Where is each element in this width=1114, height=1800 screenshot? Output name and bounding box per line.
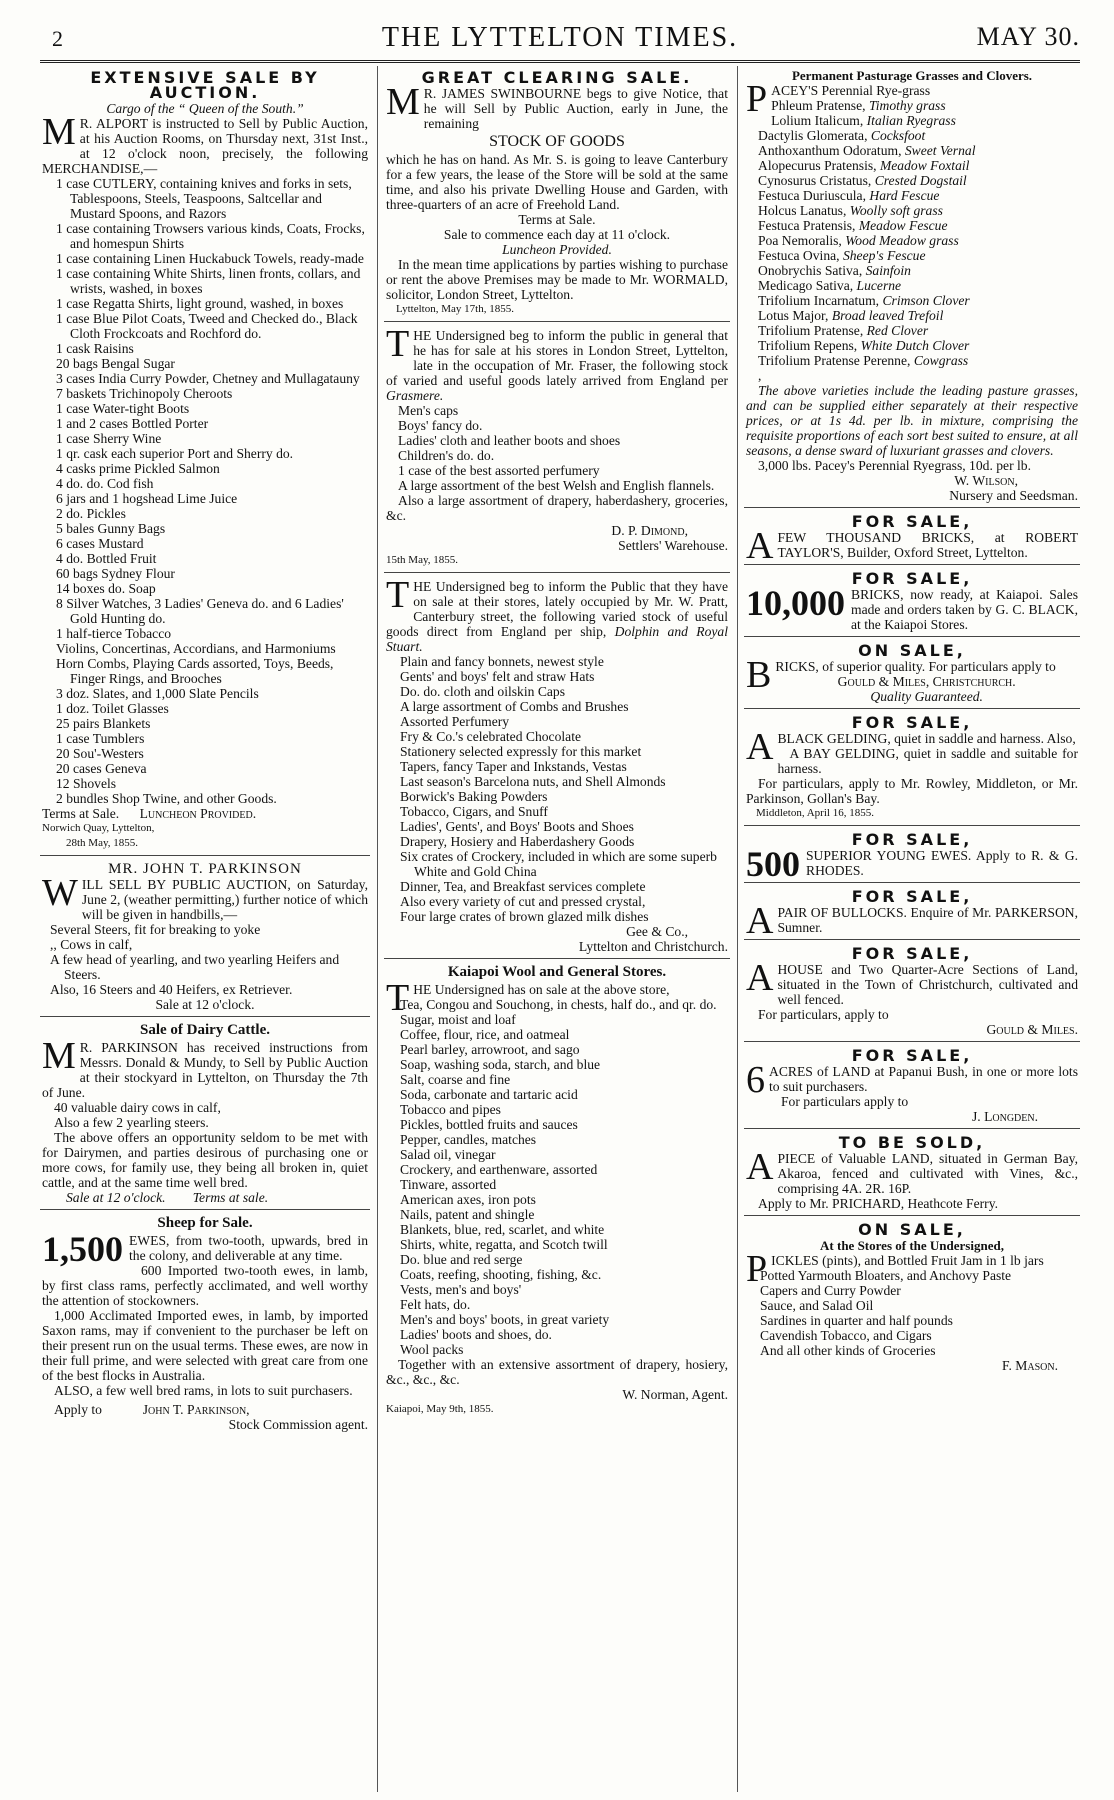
list-item: Assorted Perfumery <box>400 714 510 729</box>
ad-body: M R. JAMES SWINBOURNE begs to give Notice, that he will Sell by Public Auction, early in June, the remaining <box>386 81 728 131</box>
drop-number: 1,500 <box>42 1229 123 1269</box>
list-item: 1 half-tierce Tobacco <box>56 626 172 641</box>
list-item: 60 bags Sydney Flour <box>56 566 175 581</box>
ad-house <box>744 946 1080 1042</box>
grass-item: Festuca Ovina, Sheep's Fescue <box>758 248 926 263</box>
ad-parkinson-auction <box>40 862 370 1017</box>
column-divider <box>737 66 738 1792</box>
list-item: 1 case containing Trowsers various kinds, Coats, Frocks, and homespun Shirts <box>56 221 365 251</box>
column-2 <box>384 68 730 1790</box>
list-item: Coats, reefing, shooting, fishing, &c. <box>400 1267 602 1282</box>
ad-heading: GREAT CLEARING SALE. <box>421 68 693 87</box>
list-item: 6 jars and 1 hogshead Lime Juice <box>56 491 238 506</box>
list-item: Sugar, moist and loaf <box>400 1012 516 1027</box>
list-item: Ladies', Gents', and Boys' Boots and Shoes <box>400 819 634 834</box>
ad-bullocks <box>744 889 1080 940</box>
list-item: 12 Shovels <box>56 776 117 791</box>
ad-paragraph: The above offers an opportunity seldom to be met with for Dairymen, and parties desirous of purchasing one or more cows, for family use, they being all broken in, quiet cattle, and at the same time well bred. <box>42 1130 368 1190</box>
ad-extensive-sale <box>40 70 370 856</box>
drop-cap: T <box>386 977 410 1019</box>
drop-cap: P <box>746 78 768 120</box>
drop-number: 500 <box>746 844 800 884</box>
grass-item: Medicago Sativa, Lucerne <box>758 278 902 293</box>
ad-heading: ON SALE, <box>858 641 966 660</box>
list-item: 1 qr. cask each superior Port and Sherry do. <box>56 446 294 461</box>
list-item: Plain and fancy bonnets, newest style <box>400 654 604 669</box>
sale-time: Sale at 12 o'clock. <box>155 997 255 1012</box>
ad-heading: FOR SALE, <box>851 830 973 849</box>
ad-subheading: Cargo of the “ Queen of the South.” <box>106 101 304 116</box>
ad-heading: ON SALE, <box>858 1220 966 1239</box>
ad-paragraph: For particulars apply to <box>781 1094 909 1109</box>
ad-body: 500 SUPERIOR YOUNG EWES. Apply to R. & G. RHODES. <box>746 844 1078 884</box>
signer: W. Wilson, <box>954 473 1018 488</box>
list-item: Salt, coarse and fine <box>400 1072 511 1087</box>
signer: J. Longden. <box>971 1109 1038 1124</box>
ad-body: 1,500 EWES, from two-tooth, upwards, bred in the colony, and deliverable at any time. <box>42 1229 368 1269</box>
ad-heading: EXTENSIVE SALE BY AUCTION. <box>90 68 320 102</box>
ad-date: Kaiapoi, May 9th, 1855. <box>386 1403 494 1415</box>
ad-body: 6 ACRES of LAND at Papanui Bush, in one or more lots to suit purchasers. <box>746 1059 1078 1101</box>
ad-body: A PAIR OF BULLOCKS. Enquire of Mr. PARKERSON, Sumner. <box>746 900 1078 942</box>
ad-heading: TO BE SOLD, <box>838 1133 986 1152</box>
list-item: Sauce, and Salad Oil <box>760 1298 874 1313</box>
grass-item: Poa Nemoralis, Wood Meadow grass <box>758 233 959 248</box>
ad-paragraph: In the mean time applications by parties wishing to purchase or rent the above Premises may be made to Mr. WORMALD, solicitor, London Street, Lyttelton. <box>386 257 728 302</box>
column-3 <box>744 68 1080 1790</box>
drop-cap: W <box>42 872 78 914</box>
ad-german-bay <box>744 1135 1080 1216</box>
list-item: Last season's Barcelona nuts, and Shell Almonds <box>400 774 666 789</box>
list-item: Borwick's Baking Powders <box>400 789 548 804</box>
grass-item: Onobrychis Sativa, Sainfoin <box>758 263 911 278</box>
drop-cap: T <box>386 323 410 365</box>
ad-heading: Sheep for Sale. <box>157 1215 253 1231</box>
list-item: Tapers, fancy Taper and Inkstands, Vestas <box>400 759 627 774</box>
signer: W. Norman, Agent. <box>622 1387 728 1402</box>
ad-body: A PIECE of Valuable LAND, situated in German Bay, Akaroa, fenced and cultivated with Vines, &c., comprising 4A. 2R. 16P. <box>746 1146 1078 1196</box>
list-item: 1 case Tumblers <box>56 731 145 746</box>
ad-paragraph: 600 Imported two-tooth ewes, in lamb, by first class rams, perfectly acclimated, and well worthy the attention of stockowners. <box>42 1263 368 1308</box>
ad-dairy-cattle <box>40 1023 370 1210</box>
list-item: 20 cases Geneva <box>56 761 147 776</box>
list-item: Also a few 2 yearling steers. <box>54 1115 209 1130</box>
list-item: 7 baskets Trichinopoly Cheroots <box>56 386 233 401</box>
list-item: 4 do. do. Cod fish <box>56 476 154 491</box>
grass-item: Trifolium Repens, White Dutch Clover <box>758 338 970 353</box>
list-item: 1 and 2 cases Bottled Porter <box>56 416 209 431</box>
ad-heading: Kaiapoi Wool and General Stores. <box>447 964 667 980</box>
ad-sheep-sale <box>40 1216 370 1436</box>
ad-grasses <box>744 68 1080 508</box>
list-item: Potted Yarmouth Bloaters, and Anchovy Paste <box>760 1268 1012 1283</box>
list-item: Tobacco and pipes <box>400 1102 501 1117</box>
list-item: Cavendish Tobacco, and Cigars <box>760 1328 932 1343</box>
list-item: 1 cask Raisins <box>56 341 134 356</box>
ad-body: PACEY'S Perennial Rye-grass <box>746 78 931 120</box>
terms: Terms at Sale. <box>518 212 596 227</box>
merchandise-list <box>42 176 368 806</box>
ad-great-clearing-sale <box>384 70 730 322</box>
list-item: A few head of yearling, and two yearling Heifers and Steers. <box>50 952 340 982</box>
grass-item: Festuca Pratensis, Meadow Fescue <box>758 218 948 233</box>
list-item: Vests, men's and boys' <box>400 1282 522 1297</box>
list-item: Horn Combs, Playing Cards assorted, Toys, Beeds, Finger Rings, and Brooches <box>56 656 334 686</box>
ad-body: A FEW THOUSAND BRICKS, at ROBERT TAYLOR'S, Builder, Oxford Street, Lyttelton. <box>746 525 1078 567</box>
luncheon: Luncheon Provided. <box>502 242 612 257</box>
ad-paragraph: A large assortment of the best Welsh and English flannels. <box>398 478 715 493</box>
grass-item: Dactylis Glomerata, Cocksfoot <box>758 128 926 143</box>
list-item: 14 boxes do. Soap <box>56 581 156 596</box>
list-item: Salad oil, vinegar <box>400 1147 496 1162</box>
ad-body: M R. ALPORT is instructed to Sell by Public Auction, at his Auction Rooms, on Thursday next, 31st Inst., at 12 o'clock noon, precisely, the following MERCHANDISE,— <box>42 111 368 176</box>
ad-young-ewes <box>744 832 1080 883</box>
ad-black-gelding <box>744 715 1080 826</box>
list-item: 1 doz. Toilet Glasses <box>56 701 169 716</box>
list-item: 20 bags Bengal Sugar <box>56 356 175 371</box>
list-item: 4 casks prime Pickled Salmon <box>56 461 220 476</box>
signer-title: Settlers' Warehouse. <box>618 538 728 553</box>
ad-body: BRICKS, of superior quality. For particulars apply to <box>746 654 1056 696</box>
grass-item: Lolium Italicum, Italian Ryegrass <box>771 113 956 128</box>
ad-subheading: STOCK OF GOODS <box>489 133 625 150</box>
grass-item: Trifolium Pratense Perenne, Cowgrass <box>758 353 969 368</box>
grass-item: Lotus Major, Broad leaved Trefoil <box>758 308 944 323</box>
list-item: Also every variety of cut and pressed crystal, <box>400 894 646 909</box>
list-item: 1 case of the best assorted perfumery <box>398 463 600 478</box>
list-item: A large assortment of Combs and Brushes <box>400 699 629 714</box>
ad-paragraph: which he has on hand. As Mr. S. is going to leave Canterbury for a few years, the lease of the Store will be sold at the same time, and also his private Dwelling House and Garden, with three-quarters of an acre of Freehold Land. <box>386 152 728 212</box>
list-item: 1 case Regatta Shirts, light ground, washed, in boxes <box>56 296 344 311</box>
list-item: Violins, Concertinas, Accordians, and Harmoniums <box>56 641 336 656</box>
ad-subheading: At the Stores of the Undersigned, <box>820 1238 1004 1253</box>
list-item: American axes, iron pots <box>400 1192 536 1207</box>
list-item: Capers and Curry Powder <box>760 1283 901 1298</box>
commence: Sale to commence each day at 11 o'clock. <box>443 227 671 242</box>
list-item: 1 case containing White Shirts, linen fronts, collars, and wrists, washed, in boxes <box>56 266 361 296</box>
drop-cap: A <box>746 900 774 942</box>
ad-dateline: Norwich Quay, Lyttelton, <box>42 822 155 834</box>
drop-cap: A <box>746 726 774 768</box>
ad-date: Middleton, April 16, 1855. <box>756 807 874 819</box>
list-item: Soap, washing soda, starch, and blue <box>400 1057 601 1072</box>
list-item: Men's and boys' boots, in great variety <box>400 1312 610 1327</box>
list-item: Stationery selected expressly for this market <box>400 744 642 759</box>
issue-date: MAY 30. <box>976 22 1080 51</box>
ad-paragraph: A BAY GELDING, quiet in saddle and suitable for harness. <box>777 746 1078 776</box>
grass-item: Trifolium Incarnatum, Crimson Clover <box>758 293 970 308</box>
ad-body: M R. PARKINSON has received instructions from Messrs. Donald & Mundy, to Sell by Public Auction at their stockyard in Lyttelton, on Thursday the 7th of June. <box>42 1035 368 1100</box>
ad-body: PICKLES (pints), and Bottled Fruit Jam in 1 lb jars <box>746 1248 1044 1290</box>
list-item: 2 bundles Shop Twine, and other Goods. <box>56 791 277 806</box>
ad-date: Lyttelton, May 17th, 1855. <box>396 303 514 315</box>
grass-item: Anthoxanthum Odoratum, Sweet Vernal <box>758 143 976 158</box>
ad-heading: Sale of Dairy Cattle. <box>140 1022 270 1038</box>
ad-heading: MR. JOHN T. PARKINSON <box>108 861 302 877</box>
signature-line: Apply to John T. Parkinson, <box>54 1402 250 1417</box>
signer: D. P. Dimond, <box>611 523 688 538</box>
ad-date: 15th May, 1855. <box>386 554 459 566</box>
list-item: Men's caps <box>398 403 459 418</box>
grass-item: Trifolium Pratense, Red Clover <box>758 323 929 338</box>
list-item: Four large crates of brown glazed milk dishes <box>400 909 649 924</box>
list-item: Blankets, blue, red, scarlet, and white <box>400 1222 605 1237</box>
grass-item: Cynosurus Cristatus, Crested Dogstail <box>758 173 967 188</box>
list-item: Tinware, assorted <box>400 1177 497 1192</box>
drop-cap: P <box>746 1248 768 1290</box>
list-item: 1 case Water-tight Boots <box>56 401 190 416</box>
list-item: Shirts, white, regatta, and Scotch twill <box>400 1237 608 1252</box>
grass-item: , <box>758 368 762 383</box>
list-item: 3 doz. Slates, and 1,000 Slate Pencils <box>56 686 259 701</box>
list-item: Pickles, bottled fruits and sauces <box>400 1117 578 1132</box>
list-item: Boys' fancy do. <box>398 418 483 433</box>
list-item: 20 Sou'-Westers <box>56 746 144 761</box>
ad-body: 10,000 BRICKS, now ready, at Kaiapoi. Sales made and orders taken by G. C. BLACK, at the Kaiapoi Stores. <box>746 583 1078 632</box>
ad-mason-stores <box>744 1222 1080 1377</box>
ad-bricks-gould <box>744 643 1080 709</box>
tagline: Quality Guaranteed. <box>870 689 983 704</box>
list-item: 5 bales Gunny Bags <box>56 521 166 536</box>
list-item: 1 case CUTLERY, containing knives and forks in sets, Tablespoons, Steels, Teaspoons, Saltcellar and Mustard Spoons, and Razors <box>56 176 352 221</box>
list-item: ,, Cows in calf, <box>50 937 133 952</box>
signer-title: Nursery and Seedsman. <box>949 488 1078 503</box>
drop-cap: B <box>746 654 772 696</box>
signer: Gee & Co., <box>626 924 688 939</box>
list-item: 4 do. Bottled Fruit <box>56 551 157 566</box>
list-item: Sardines in quarter and half pounds <box>760 1313 953 1328</box>
ad-heading: FOR SALE, <box>851 1046 973 1065</box>
ad-paragraph: Together with an extensive assortment of drapery, hosiery, &c., &c., &c. <box>386 1357 728 1387</box>
masthead <box>40 20 1080 56</box>
list-item: Several Steers, fit for breaking to yoke <box>50 922 261 937</box>
ad-body: THE Undersigned has on sale at the above store, <box>386 977 670 1019</box>
ad-fraser-stores <box>384 323 730 573</box>
list-item: Fry & Co.'s celebrated Chocolate <box>400 729 582 744</box>
list-item: Do. blue and red serge <box>400 1252 523 1267</box>
drop-cap: A <box>746 1146 774 1188</box>
list-item: Wool packs <box>400 1342 464 1357</box>
ad-heading: FOR SALE, <box>851 944 973 963</box>
ad-heading: FOR SALE, <box>851 887 973 906</box>
signer: Gould & Miles, Christchurch. <box>837 674 1016 689</box>
drop-cap: A <box>746 525 774 567</box>
ad-body: A HOUSE and Two Quarter-Acre Sections of Land, situated in the Town of Christchurch, cultivated and well fenced. <box>746 957 1078 1007</box>
list-item: Pearl barley, arrowroot, and sago <box>400 1042 580 1057</box>
list-item: Gents' and boys' felt and straw Hats <box>400 669 595 684</box>
terms-line: Terms at Sale. Luncheon Provided. <box>42 806 257 821</box>
drop-cap: T <box>386 574 410 616</box>
list-item: Six crates of Crockery, included in which are some superb White and Gold China <box>400 849 717 879</box>
ad-body: WILL SELL BY PUBLIC AUCTION, on Saturday, June 2, (weather permitting,) further notice of which will be given in handbills,— <box>42 872 368 922</box>
list-item: Crockery, and earthenware, assorted <box>400 1162 598 1177</box>
list-item: Do. do. cloth and oilskin Caps <box>400 684 566 699</box>
ad-body: THE Undersigned beg to inform the public in general that he has for sale at his stores in London Street, Lyttelton, late in the occupation of Mr. Fraser, the following stock of varied and useful goods lately arrived from England per Grasmere. <box>386 323 728 403</box>
ad-paragraph: Also a large assortment of drapery, haberdashery, groceries, &c. <box>386 493 728 523</box>
list-item: 1 case Blue Pilot Coats, Tweed and Checked do., Black Cloth Frockcoats and Rochford do. <box>56 311 358 341</box>
list-item: 1 case Sherry Wine <box>56 431 162 446</box>
grass-item: Alopecurus Pratensis, Meadow Foxtail <box>758 158 970 173</box>
drop-number: 10,000 <box>746 583 845 623</box>
list-item: 6 cases Mustard <box>56 536 144 551</box>
list-item: 1 case containing Linen Huckabuck Towels, ready-made <box>56 251 364 266</box>
ad-paragraph: Apply to Mr. PRICHARD, Heathcote Ferry. <box>758 1196 999 1211</box>
ad-papanui-land <box>744 1048 1080 1129</box>
list-item: Ladies' cloth and leather boots and shoes <box>398 433 621 448</box>
ad-bricks-taylor <box>744 514 1080 565</box>
ad-paragraph: ALSO, a few well bred rams, in lots to suit purchasers. <box>54 1383 353 1398</box>
drop-cap: M <box>386 81 420 123</box>
ad-paragraph: 1,000 Acclimated Imported ewes, in lamb, by imported Saxon rams, may if convenient to the purchaser be left on their present run on the usual terms. These ewes, are now in their full prime, and were selected with great care from one of the best flocks in Australia. <box>42 1308 368 1383</box>
list-item: Dinner, Tea, and Breakfast services complete <box>400 879 646 894</box>
ad-paragraph: For particulars, apply to <box>758 1007 889 1022</box>
signer-location: Lyttelton and Christchurch. <box>578 939 728 954</box>
list-item: 8 Silver Watches, 3 Ladies' Geneva do. and 6 Ladies' Gold Hunting do. <box>56 596 344 626</box>
list-item: 40 valuable dairy cows in calf, <box>54 1100 221 1115</box>
list-item: Also, 16 Steers and 40 Heifers, ex Retriever. <box>50 982 293 997</box>
list-item: Felt hats, do. <box>400 1297 471 1312</box>
ad-paragraph: For particulars, apply to Mr. Rowley, Middleton, or Mr. Parkinson, Gollan's Bay. <box>746 776 1078 806</box>
ad-bricks-kaiapoi <box>744 571 1080 637</box>
drop-cap: M <box>42 111 76 153</box>
ad-heading: FOR SALE, <box>851 569 973 588</box>
ad-date: 28th May, 1855. <box>66 837 139 849</box>
ad-kaiapoi-stores <box>384 965 730 1421</box>
ad-heading: FOR SALE, <box>851 512 973 531</box>
ad-body: THE Undersigned beg to inform the Public that they have on sale at their stores, lately occupied by Mr. W. Pratt, Canterbury street, the following varied stock of useful goods direct from England per ship, Dolphin and Royal Stuart. <box>386 574 728 654</box>
list-item: 25 pairs Blankets <box>56 716 151 731</box>
ad-heading: FOR SALE, <box>851 713 973 732</box>
grass-item: Phleum Pratense, Timothy grass <box>771 98 946 113</box>
list-item: Children's do. do. <box>398 448 495 463</box>
list-item: Tobacco, Cigars, and Snuff <box>400 804 548 819</box>
newspaper-title: THE LYTTELTON TIMES. <box>381 22 739 53</box>
list-item: Drapery, Hosiery and Haberdashery Goods <box>400 834 635 849</box>
list-item: Soda, carbonate and tartaric acid <box>400 1087 578 1102</box>
signer: Gould & Miles. <box>986 1022 1078 1037</box>
list-item: And all other kinds of Groceries <box>760 1343 936 1358</box>
signer: F. Mason. <box>1002 1358 1058 1373</box>
list-item: Coffee, flour, rice, and oatmeal <box>400 1027 570 1042</box>
drop-cap: M <box>42 1035 76 1077</box>
column-divider <box>377 66 378 1792</box>
list-item: 2 do. Pickles <box>56 506 126 521</box>
column-1 <box>40 68 370 1790</box>
page-number: 2 <box>52 26 63 51</box>
masthead-rule <box>40 60 1080 63</box>
ad-heading: Permanent Pasturage Grasses and Clovers. <box>791 68 1033 83</box>
ad-paragraph: 3,000 lbs. Pacey's Perennial Ryegrass, 10d. per lb. <box>758 458 1031 473</box>
ad-pratt-stores <box>384 574 730 959</box>
ad-paragraph: The above varieties include the leading pasture grasses, and can be supplied either separately at their respective prices, or at 1s 4d. per lb. in mixture, comprising the requisite proportions of each sort best suited to ensure, at all seasons, a dense sward of luxuriant grasses and clovers. <box>746 383 1078 458</box>
list-item: Pepper, candles, matches <box>400 1132 537 1147</box>
grass-item: Festuca Duriuscula, Hard Fescue <box>758 188 940 203</box>
list-item: Tea, Congou and Souchong, in chests, half do., and qr. do. <box>400 997 717 1012</box>
drop-cap: 6 <box>746 1059 765 1101</box>
ad-body: A BLACK GELDING, quiet in saddle and harness. Also, <box>746 726 1076 768</box>
list-item: Ladies' boots and shoes, do. <box>400 1327 552 1342</box>
list-item: Nails, patent and shingle <box>400 1207 535 1222</box>
sale-terms: Sale at 12 o'clock. Terms at sale. <box>66 1190 269 1205</box>
list-item: 3 cases India Curry Powder, Chetney and Mullagatauny <box>56 371 360 386</box>
drop-cap: A <box>746 957 774 999</box>
signer-title: Stock Commission agent. <box>228 1417 368 1432</box>
grass-item: Holcus Lanatus, Woolly soft grass <box>758 203 943 218</box>
